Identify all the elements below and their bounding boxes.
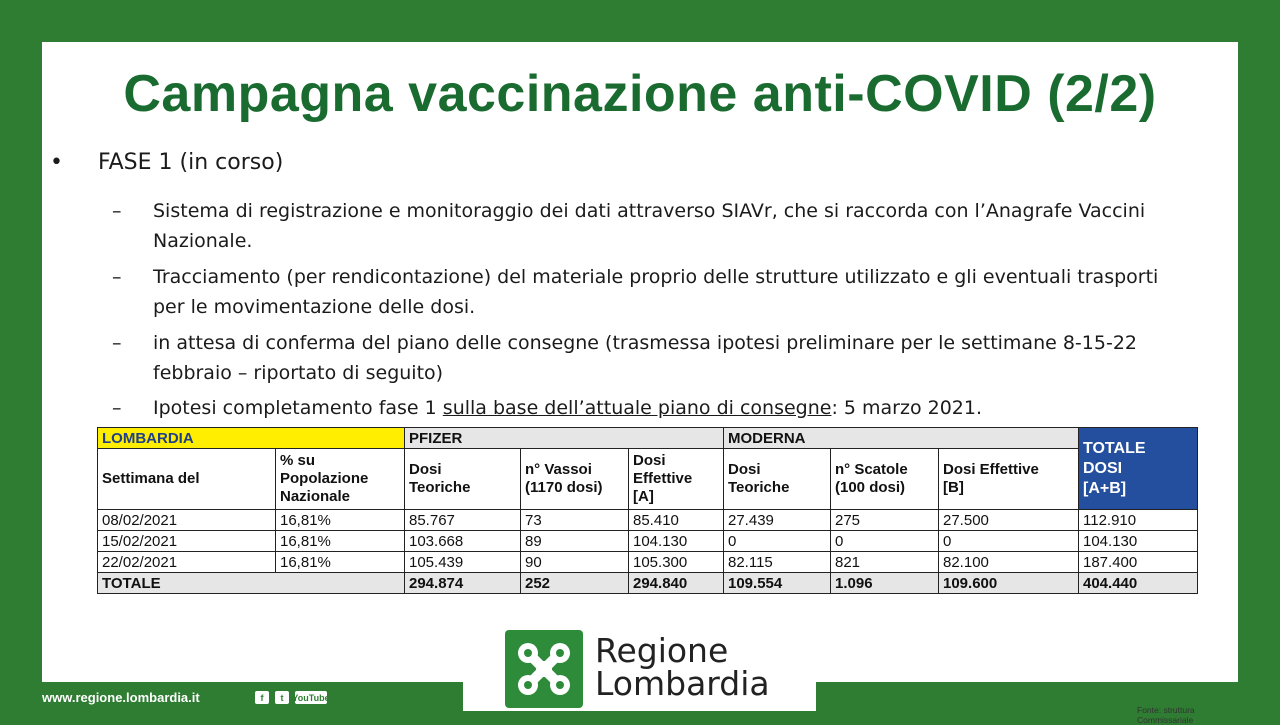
cell-week: 15/02/2021: [98, 531, 276, 552]
col-header-line: % su: [280, 452, 316, 469]
col-header-line: n° Scatole: [835, 461, 908, 478]
col-header-line: Dosi Effettive: [943, 461, 1039, 478]
subbullet-text-before: Ipotesi completamento fase 1: [153, 397, 443, 419]
col-header-pct: [276, 449, 405, 510]
total-moderna-scatole: 1.096: [831, 573, 939, 594]
col-header-moderna-dosi: [724, 449, 831, 510]
cell-pfizer-dosi: 103.668: [405, 531, 521, 552]
total-pfizer-vassoi: 252: [521, 573, 629, 594]
table-totals-row: [98, 573, 1198, 594]
cell-totale: 187.400: [1079, 552, 1198, 573]
header-totale-line: [A+B]: [1083, 479, 1127, 497]
subbullet-text: Sistema di registrazione e monitoraggio dei dati attraverso SIAVr, che si raccorda con l’Anagrafe Vaccini Nazionale.: [153, 200, 1146, 252]
cell-moderna-effettive: 82.100: [939, 552, 1079, 573]
total-moderna-dosi: 109.554: [724, 573, 831, 594]
subbullet-text: in attesa di conferma del piano delle consegne (trasmessa ipotesi preliminare per le settimane 8-15-22 febbraio – riportato di seguito): [153, 332, 1138, 384]
cell-moderna-dosi: 0: [724, 531, 831, 552]
logo-line: Regione: [595, 631, 729, 670]
header-totale-line: TOTALE: [1083, 439, 1146, 457]
total-pfizer-dosi: 294.874: [405, 573, 521, 594]
col-header-moderna-effettive: [939, 449, 1079, 510]
col-header-line: [A]: [633, 488, 654, 505]
col-header-line: [B]: [943, 479, 964, 496]
cell-pfizer-vassoi: 90: [521, 552, 629, 573]
cell-moderna-effettive: 0: [939, 531, 1079, 552]
col-header-pfizer-effettive: [629, 449, 724, 510]
col-header-line: Dosi: [633, 452, 666, 469]
total-moderna-effettive: 109.600: [939, 573, 1079, 594]
social-links: [255, 691, 330, 704]
subbullet-text-underlined: sulla base dell’attuale piano di consegne: [442, 397, 832, 419]
twitter-icon[interactable]: t: [275, 691, 289, 704]
header-lombardia: LOMBARDIA: [98, 428, 405, 449]
col-header-line: Nazionale: [280, 488, 351, 505]
cell-pct: 16,81%: [276, 510, 405, 531]
regione-lombardia-logo: [463, 626, 816, 711]
cell-moderna-dosi: 82.115: [724, 552, 831, 573]
subbullet-text: [153, 393, 1193, 423]
cell-week: 08/02/2021: [98, 510, 276, 531]
facebook-icon[interactable]: f: [255, 691, 269, 704]
cell-pfizer-effettive: 104.130: [629, 531, 724, 552]
dash-marker: –: [112, 266, 122, 288]
col-header-line: Dosi: [409, 461, 442, 478]
cell-moderna-scatole: 821: [831, 552, 939, 573]
cell-pfizer-effettive: 105.300: [629, 552, 724, 573]
header-totale-line: DOSI: [1083, 459, 1123, 477]
header-moderna: MODERNA: [724, 428, 1079, 449]
cell-totale: 112.910: [1079, 510, 1198, 531]
subbullet-text-after: : 5 marzo 2021.: [831, 397, 983, 419]
col-header-week: Settimana del: [98, 449, 276, 510]
total-grand: 404.440: [1079, 573, 1198, 594]
dash-marker: –: [112, 397, 122, 419]
cell-pct: 16,81%: [276, 531, 405, 552]
total-pfizer-effettive: 294.840: [629, 573, 724, 594]
subbullet-text: Tracciamento (per rendicontazione) del materiale proprio delle strutture utilizzato e gli eventuali trasporti per le movimentazione delle dosi.: [153, 266, 1159, 318]
slide-title: Campagna vaccinazione anti-COVID (2/2): [123, 65, 1157, 123]
cell-moderna-dosi: 27.439: [724, 510, 831, 531]
col-header-line: Teoriche: [728, 479, 790, 496]
header-totale-dosi: [1079, 428, 1198, 510]
cell-week: 22/02/2021: [98, 552, 276, 573]
col-header-line: Teoriche: [409, 479, 471, 496]
cell-pct: 16,81%: [276, 552, 405, 573]
cell-totale: 104.130: [1079, 531, 1198, 552]
header-pfizer: PFIZER: [405, 428, 724, 449]
col-header-pfizer-dosi: [405, 449, 521, 510]
col-header-line: Effettive: [633, 470, 693, 487]
table-row: [98, 531, 1198, 552]
col-header-line: Dosi: [728, 461, 761, 478]
lombardy-rose-icon: [505, 630, 583, 708]
cell-pfizer-dosi: 105.439: [405, 552, 521, 573]
cell-pfizer-vassoi: 73: [521, 510, 629, 531]
col-header-pfizer-vassoi: [521, 449, 629, 510]
cell-pfizer-vassoi: 89: [521, 531, 629, 552]
col-header-moderna-scatole: [831, 449, 939, 510]
table-row: [98, 552, 1198, 573]
logo-line: Lombardia: [595, 664, 770, 703]
cell-moderna-scatole: 275: [831, 510, 939, 531]
cell-pfizer-dosi: 85.767: [405, 510, 521, 531]
col-header-line: (100 dosi): [835, 479, 906, 496]
bullet-text: FASE 1 (in corso): [98, 150, 284, 175]
vaccine-delivery-table: [97, 427, 1198, 594]
dash-marker: –: [112, 332, 122, 354]
col-header-line: Popolazione: [280, 470, 369, 487]
dash-marker: –: [112, 200, 122, 222]
table-row: [98, 510, 1198, 531]
cell-moderna-scatole: 0: [831, 531, 939, 552]
youtube-icon[interactable]: YouTube: [292, 692, 330, 703]
cell-moderna-effettive: 27.500: [939, 510, 1079, 531]
cell-pfizer-effettive: 85.410: [629, 510, 724, 531]
logo-text: [595, 631, 770, 703]
col-header-line: (1170 dosi): [525, 479, 603, 496]
source-note: Fonte: struttura Commissariale: [1137, 705, 1195, 725]
bullet-marker: •: [50, 150, 63, 175]
totals-label: TOTALE: [98, 573, 405, 594]
col-header-line: n° Vassoi: [525, 461, 592, 478]
footer-website-link[interactable]: www.regione.lombardia.it: [42, 690, 200, 705]
